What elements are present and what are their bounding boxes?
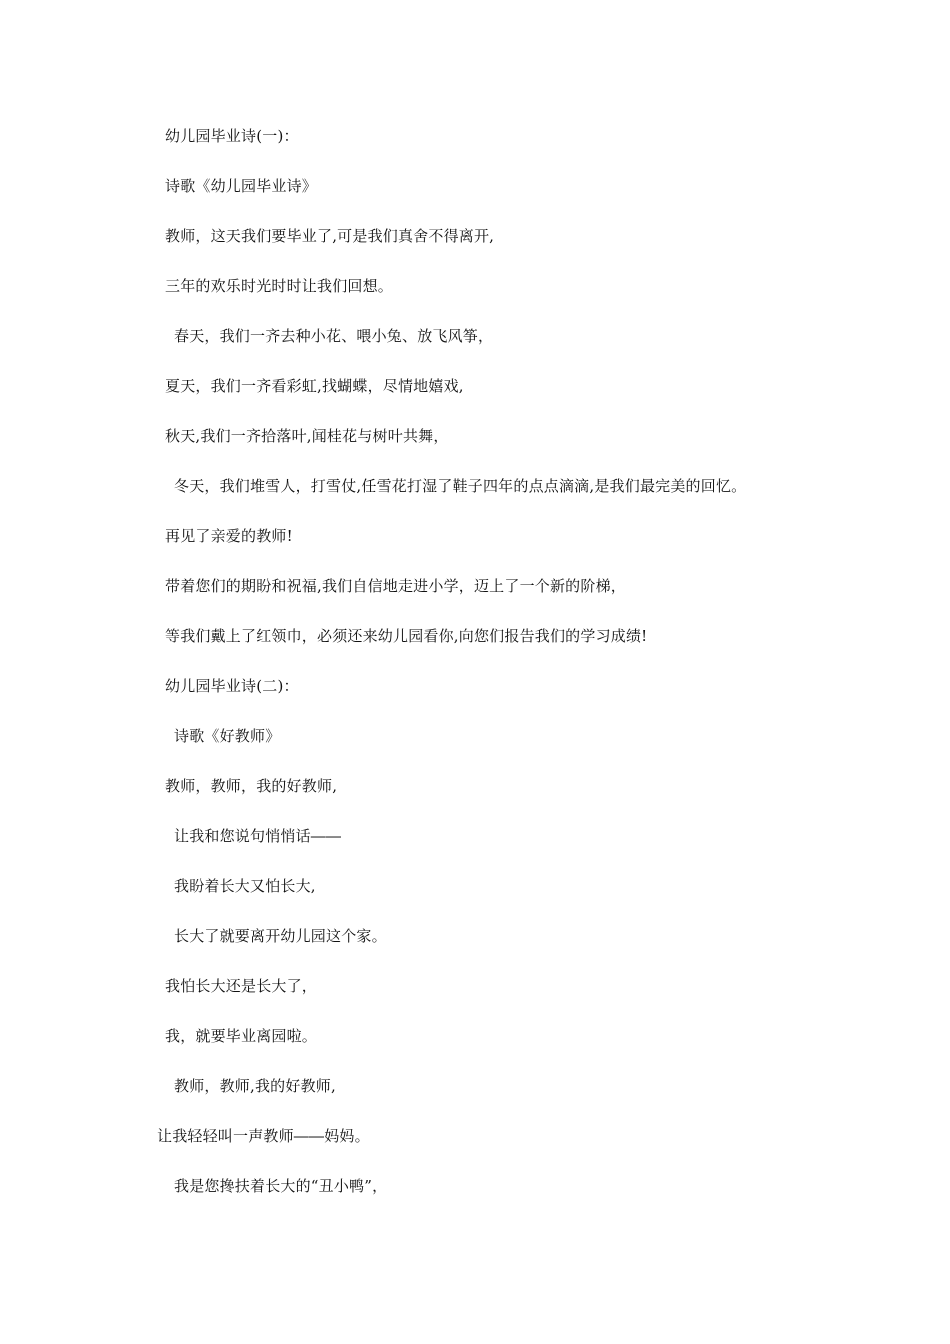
poem-title-2: 诗歌《好教师》 [174,727,281,745]
section-heading-2: 幼儿园毕业诗(二)： [165,677,299,695]
poem-line: 教师，教师,我的好教师, [174,1077,336,1095]
poem-line: 让我和您说句悄悄话―― [174,827,342,845]
poem-line: 我，就要毕业离园啦。 [165,1027,318,1045]
poem-line: 我怕长大还是长大了， [165,977,318,995]
poem-line: 等我们戴上了红领巾，必须还来幼儿园看你,向您们报告我们的学习成绩! [165,627,648,645]
poem-line: 让我轻轻叫一声教师――妈妈。 [157,1127,370,1145]
poem-line: 教师，教师，我的好教师, [165,777,338,795]
section-heading-1: 幼儿园毕业诗(一)： [165,127,299,145]
poem-line: 长大了就要离开幼儿园这个家。 [174,927,387,945]
poem-title-1: 诗歌《幼儿园毕业诗》 [165,177,318,195]
poem-line: 秋天,我们一齐拾落叶,闻桂花与树叶共舞， [165,427,449,445]
poem-line: 我是您搀扶着长大的“丑小鸭”， [174,1177,388,1195]
poem-line: 冬天，我们堆雪人，打雪仗,任雪花打湿了鞋子四年的点点滴滴,是我们最完美的回忆。 [174,477,747,495]
poem-line: 三年的欢乐时光时时让我们回想。 [165,277,394,295]
poem-line: 夏天，我们一齐看彩虹,找蝴蝶，尽情地嬉戏, [165,377,464,395]
poem-line: 再见了亲爱的教师! [165,527,293,545]
poem-line: 春天，我们一齐去种小花、喂小兔、放飞风筝， [174,327,494,345]
poem-line: 我盼着长大又怕长大, [174,877,316,895]
poem-line: 教师，这天我们要毕业了,可是我们真舍不得离开, [165,227,495,245]
poem-line: 带着您们的期盼和祝福,我们自信地走进小学，迈上了一个新的阶梯， [165,577,626,595]
